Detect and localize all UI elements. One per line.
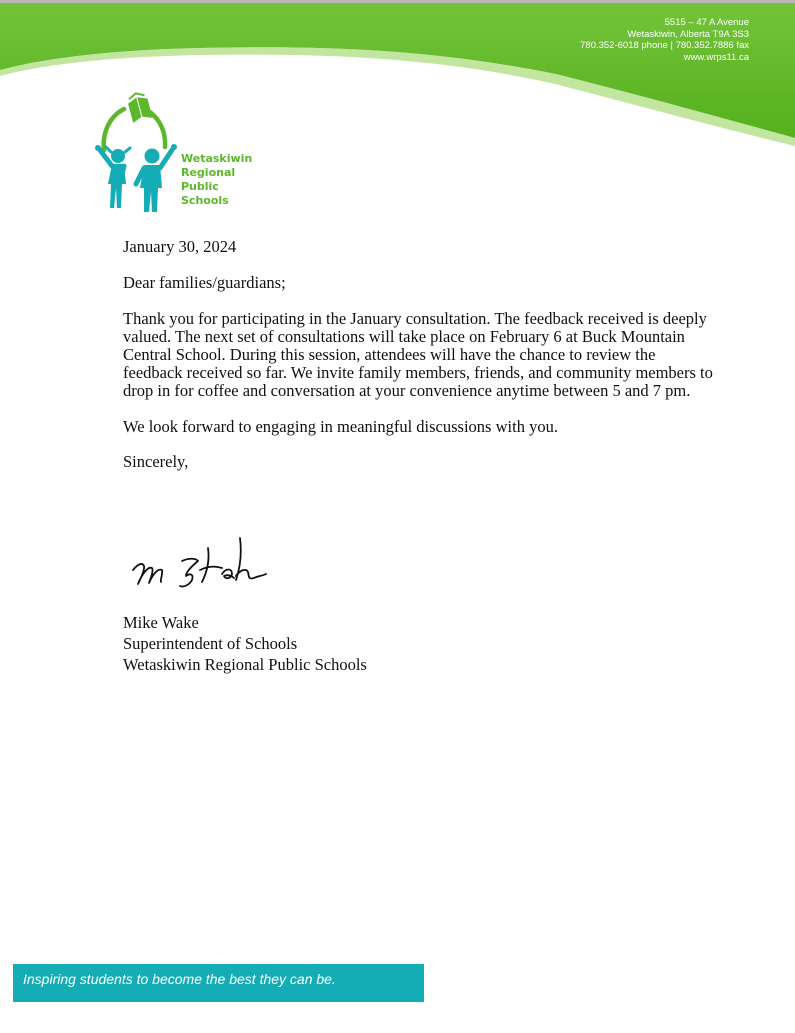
signer-title: Superintendent of Schools bbox=[123, 634, 298, 653]
footer-banner bbox=[13, 964, 424, 1002]
logo-text-line: Public bbox=[181, 180, 219, 193]
address-line-2: Wetaskiwin, Alberta T9A 3S3 bbox=[627, 28, 749, 40]
valediction: Sincerely, bbox=[123, 452, 189, 471]
letter-date: January 30, 2024 bbox=[123, 237, 237, 256]
handwritten-signature bbox=[130, 528, 270, 594]
logo-text-line: Regional bbox=[181, 166, 236, 179]
footer-tagline: Inspiring students to become the best they can be. bbox=[23, 971, 336, 987]
contact-line: 780.352-6018 phone | 780.352.7886 fax bbox=[580, 40, 749, 51]
book-icon bbox=[126, 92, 153, 123]
address-line-1: 5515 – 47 A Avenue bbox=[664, 17, 749, 28]
closing-paragraph: We look forward to engaging in meaningful discussions with you. bbox=[123, 417, 558, 436]
website-link[interactable]: www.wrps11.ca bbox=[683, 51, 749, 63]
logo bbox=[92, 92, 262, 222]
logo-text-line: Wetaskiwin bbox=[181, 152, 253, 165]
address-block bbox=[580, 17, 749, 63]
children-figures-icon bbox=[92, 92, 182, 222]
signer-name: Mike Wake bbox=[123, 613, 199, 632]
salutation: Dear families/guardians; bbox=[123, 273, 286, 292]
signer-block bbox=[123, 612, 367, 675]
signer-organization: Wetaskiwin Regional Public Schools bbox=[123, 655, 367, 674]
letter-body bbox=[123, 238, 713, 471]
body-paragraph: Thank you for participating in the January consultation. The feedback received is deeply valued. The next set of consultations will take place on February 6 at Buck Mountain Central School. During this session, attendees will have the chance to review the feedback received so far. We invite family members, friends, and community members to drop in for coffee and conversation at your convenience anytime between 5 and 7 pm. bbox=[123, 309, 713, 400]
logo-text bbox=[181, 152, 252, 208]
logo-text-line: Schools bbox=[181, 194, 229, 207]
